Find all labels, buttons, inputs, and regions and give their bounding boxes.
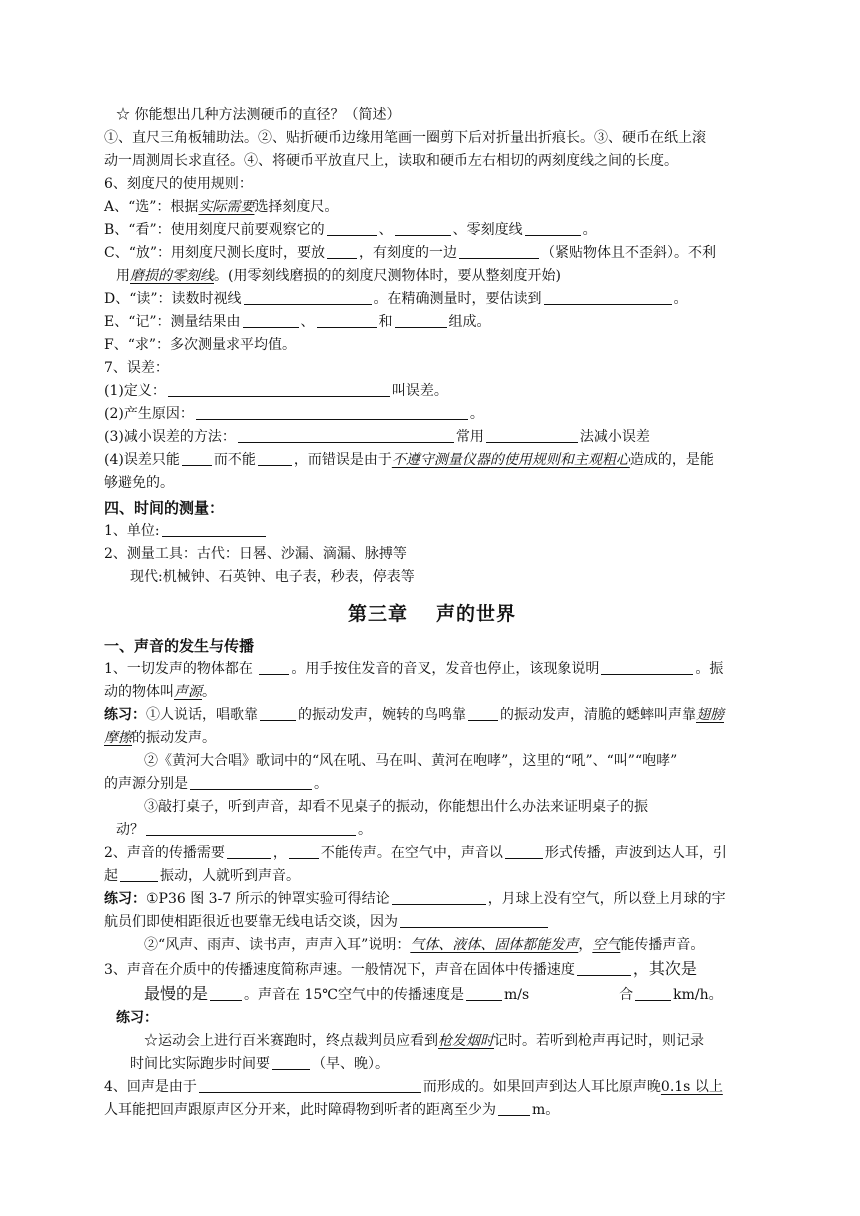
section-time-heading: 四、时间的测量： [104,499,225,517]
answer-blank[interactable] [260,706,296,721]
underlined-text: 0.1s 以上 [660,1079,723,1095]
exercise-3-cont: 动？ 。 [116,822,372,838]
answer-blank[interactable] [327,244,357,259]
underlined-text: 磨损的零刻线 [130,268,214,284]
answer-blank[interactable] [182,451,212,466]
exercise-6-cont: 时间比实际跑步时间要 （早、晚）。 [130,1056,389,1072]
exercise-6: ☆运动会上进行百米赛跑时，终点裁判员应看到枪发烟时记时。若听到枪声再记时，则记录 [144,1033,704,1049]
answer-blank[interactable] [486,428,578,443]
sound-point-1: 1、一切发声的物体都在 。用手按住发音的音叉，发音也停止，该现象说明 。振 [104,661,724,677]
answer-blank[interactable] [468,706,498,721]
time-tools-modern: 现代:机械钟、石英钟、电子表，秒表，停表等 [130,569,415,585]
answer-blank[interactable] [395,313,447,328]
answer-blank[interactable] [395,221,451,236]
rule-c-cont: 用磨损的零刻线。(用零刻线磨损的的刻度尺测物体时，要从整刻度开始) [116,268,561,284]
underlined-text: 空气 [592,937,621,953]
rule-c: C、“放”：用刻度尺测长度时，要放 ，有刻度的一边 （紧贴物体且不歪斜）。不利 [104,245,717,261]
answer-blank[interactable] [601,660,693,675]
answer-blank[interactable] [505,844,543,859]
underlined-text: 声源 [174,684,202,700]
exercise-3: ③敲打桌子，听到声音，却看不见桌子的振动，你能想出什么办法来证明桌子的振 [144,799,648,815]
answer-blank[interactable] [392,890,486,905]
underlined-text: 枪发烟时 [438,1033,494,1049]
sound-point-2: 2、声音的传播需要 ， 不能传声。在空气中，声音以 形式传播，声波到达人耳，引 [104,845,727,861]
answer-blank[interactable] [272,1055,310,1070]
exercise-5: ②“风声、雨声、读书声，声声入耳”说明：气体、液体、固体都能发声，空气能传播声音。 [144,937,705,953]
answer-blank[interactable] [238,428,454,443]
answer-blank[interactable] [525,221,581,236]
ruler-rules-heading: 6、刻度尺的使用规则： [104,176,253,192]
answer-blank[interactable] [577,961,631,976]
answer-blank[interactable] [244,290,372,305]
coin-answer-line-2: 动一周测周长求直径。④、将硬币平放直尺上，读取和硬币左右相切的两刻度线之间的长度。 [104,153,678,169]
error-vs-mistake-cont: 够避免的。 [104,475,174,491]
underlined-text: 气体、液体、固体都能发声 [410,937,579,953]
answer-blank[interactable] [243,313,299,328]
answer-blank[interactable] [317,313,377,328]
time-unit: 1、单位: [104,520,760,543]
answer-blank[interactable] [544,290,672,305]
sound-point-1-cont: 动的物体叫声源。 [104,684,216,700]
rule-f: F、“求”：多次测量求平均值。 [104,337,297,353]
rule-b: B、“看”：使用刻度尺前要观察它的 、 、零刻度线 。 [104,222,597,238]
exercise-4: 练习：①P36 图 3-7 所示的钟罩实验可得结论 ，月球上没有空气，所以登上月球的宇 [104,891,726,907]
sound-point-2-cont: 起 振动，人就听到声音。 [104,868,300,884]
answer-blank[interactable] [635,986,671,1001]
underlined-text: 摩擦 [104,730,132,746]
answer-blank[interactable] [227,844,271,859]
answer-blank[interactable] [199,1078,421,1093]
answer-blank[interactable] [466,986,502,1001]
chapter-title: 第三章 声的世界 [347,603,517,625]
coin-question: ☆ 你能想出几种方法测硬币的直径？（简述） [116,107,401,123]
coin-answer-line-1: ①、直尺三角板辅助法。②、贴折硬币边缘用笔画一圈剪下后对折量出折痕长。③、硬币在纸上滚 [104,130,706,146]
exercise-2-cont: 的声源分别是 。 [104,776,328,792]
answer-blank[interactable] [168,382,390,397]
error-vs-mistake: (4)误差只能 而不能 ，而错误是由于不遵守测量仪器的使用规则和主观粗心造成的，是能 [104,452,714,468]
underlined-text: 翅膀 [696,707,724,723]
rule-d: D、“读”：读数时视线 。在精确测量时，要估读到 。 [104,291,688,307]
exercise-4-cont: 航员们即使相距很近也要靠无线电话交谈，因为 [104,911,760,934]
rule-a: A、“选”：根据实际需要选择刻度尺。 [104,199,339,215]
answer-blank[interactable] [162,522,266,537]
exercise-1: 练习：①人说话，唱歌靠 的振动发声，婉转的鸟鸣靠 的振动发声，清脆的蟋蟀叫声靠翅膀 [104,707,724,723]
exercise-2: ②《黄河大合唱》歌词中的“风在吼、马在叫、黄河在咆哮”，这里的“吼”、“叫”“咆哮” [144,753,678,769]
exercise-6-label: 练习： [116,1010,158,1026]
error-reduce: (3)减小误差的方法： 常用 法减小误差 [104,429,650,445]
answer-blank[interactable] [289,844,319,859]
answer-blank[interactable] [196,405,468,420]
underlined-text: 不遵守测量仪器的使用规则和主观粗心 [391,452,630,468]
answer-blank[interactable] [327,221,377,236]
exercise-1-cont: 摩擦的振动发声。 [104,730,216,746]
rule-e: E、“记”：测量结果由 、 和 组成。 [104,314,491,330]
answer-blank[interactable] [190,775,312,790]
error-cause: (2)产生原因： 。 [104,406,484,422]
sound-section-heading: 一、声音的发生与传播 [104,637,255,655]
time-tools-ancient: 2、测量工具：古代：日晷、沙漏、滴漏、脉搏等 [104,546,407,562]
answer-blank[interactable] [210,986,242,1001]
answer-blank[interactable] [498,1101,530,1116]
sound-point-3-cont: 最慢的是 。声音在 15℃空气中的传播速度是 m/s 合 km/h。 [144,984,723,1003]
answer-blank[interactable] [120,867,158,882]
error-definition: (1)定义： 叫误差。 [104,383,448,399]
answer-blank[interactable] [459,244,539,259]
answer-blank[interactable] [400,913,548,928]
answer-blank[interactable] [146,821,356,836]
underlined-text: 实际需要 [198,199,255,215]
sound-point-4-cont: 人耳能把回声跟原声区分开来，此时障碍物到听者的距离至少为 m。 [104,1102,560,1118]
answer-blank[interactable] [258,451,292,466]
answer-blank[interactable] [259,660,289,675]
sound-point-4: 4、回声是由于 而形成的。如果回声到达人耳比原声晚0.1s 以上 [104,1079,723,1095]
error-heading: 7、误差： [104,360,169,376]
sound-point-3: 3、声音在介质中的传播速度简称声速。一般情况下，声音在固体中传播速度 ，其次是 [104,959,697,978]
